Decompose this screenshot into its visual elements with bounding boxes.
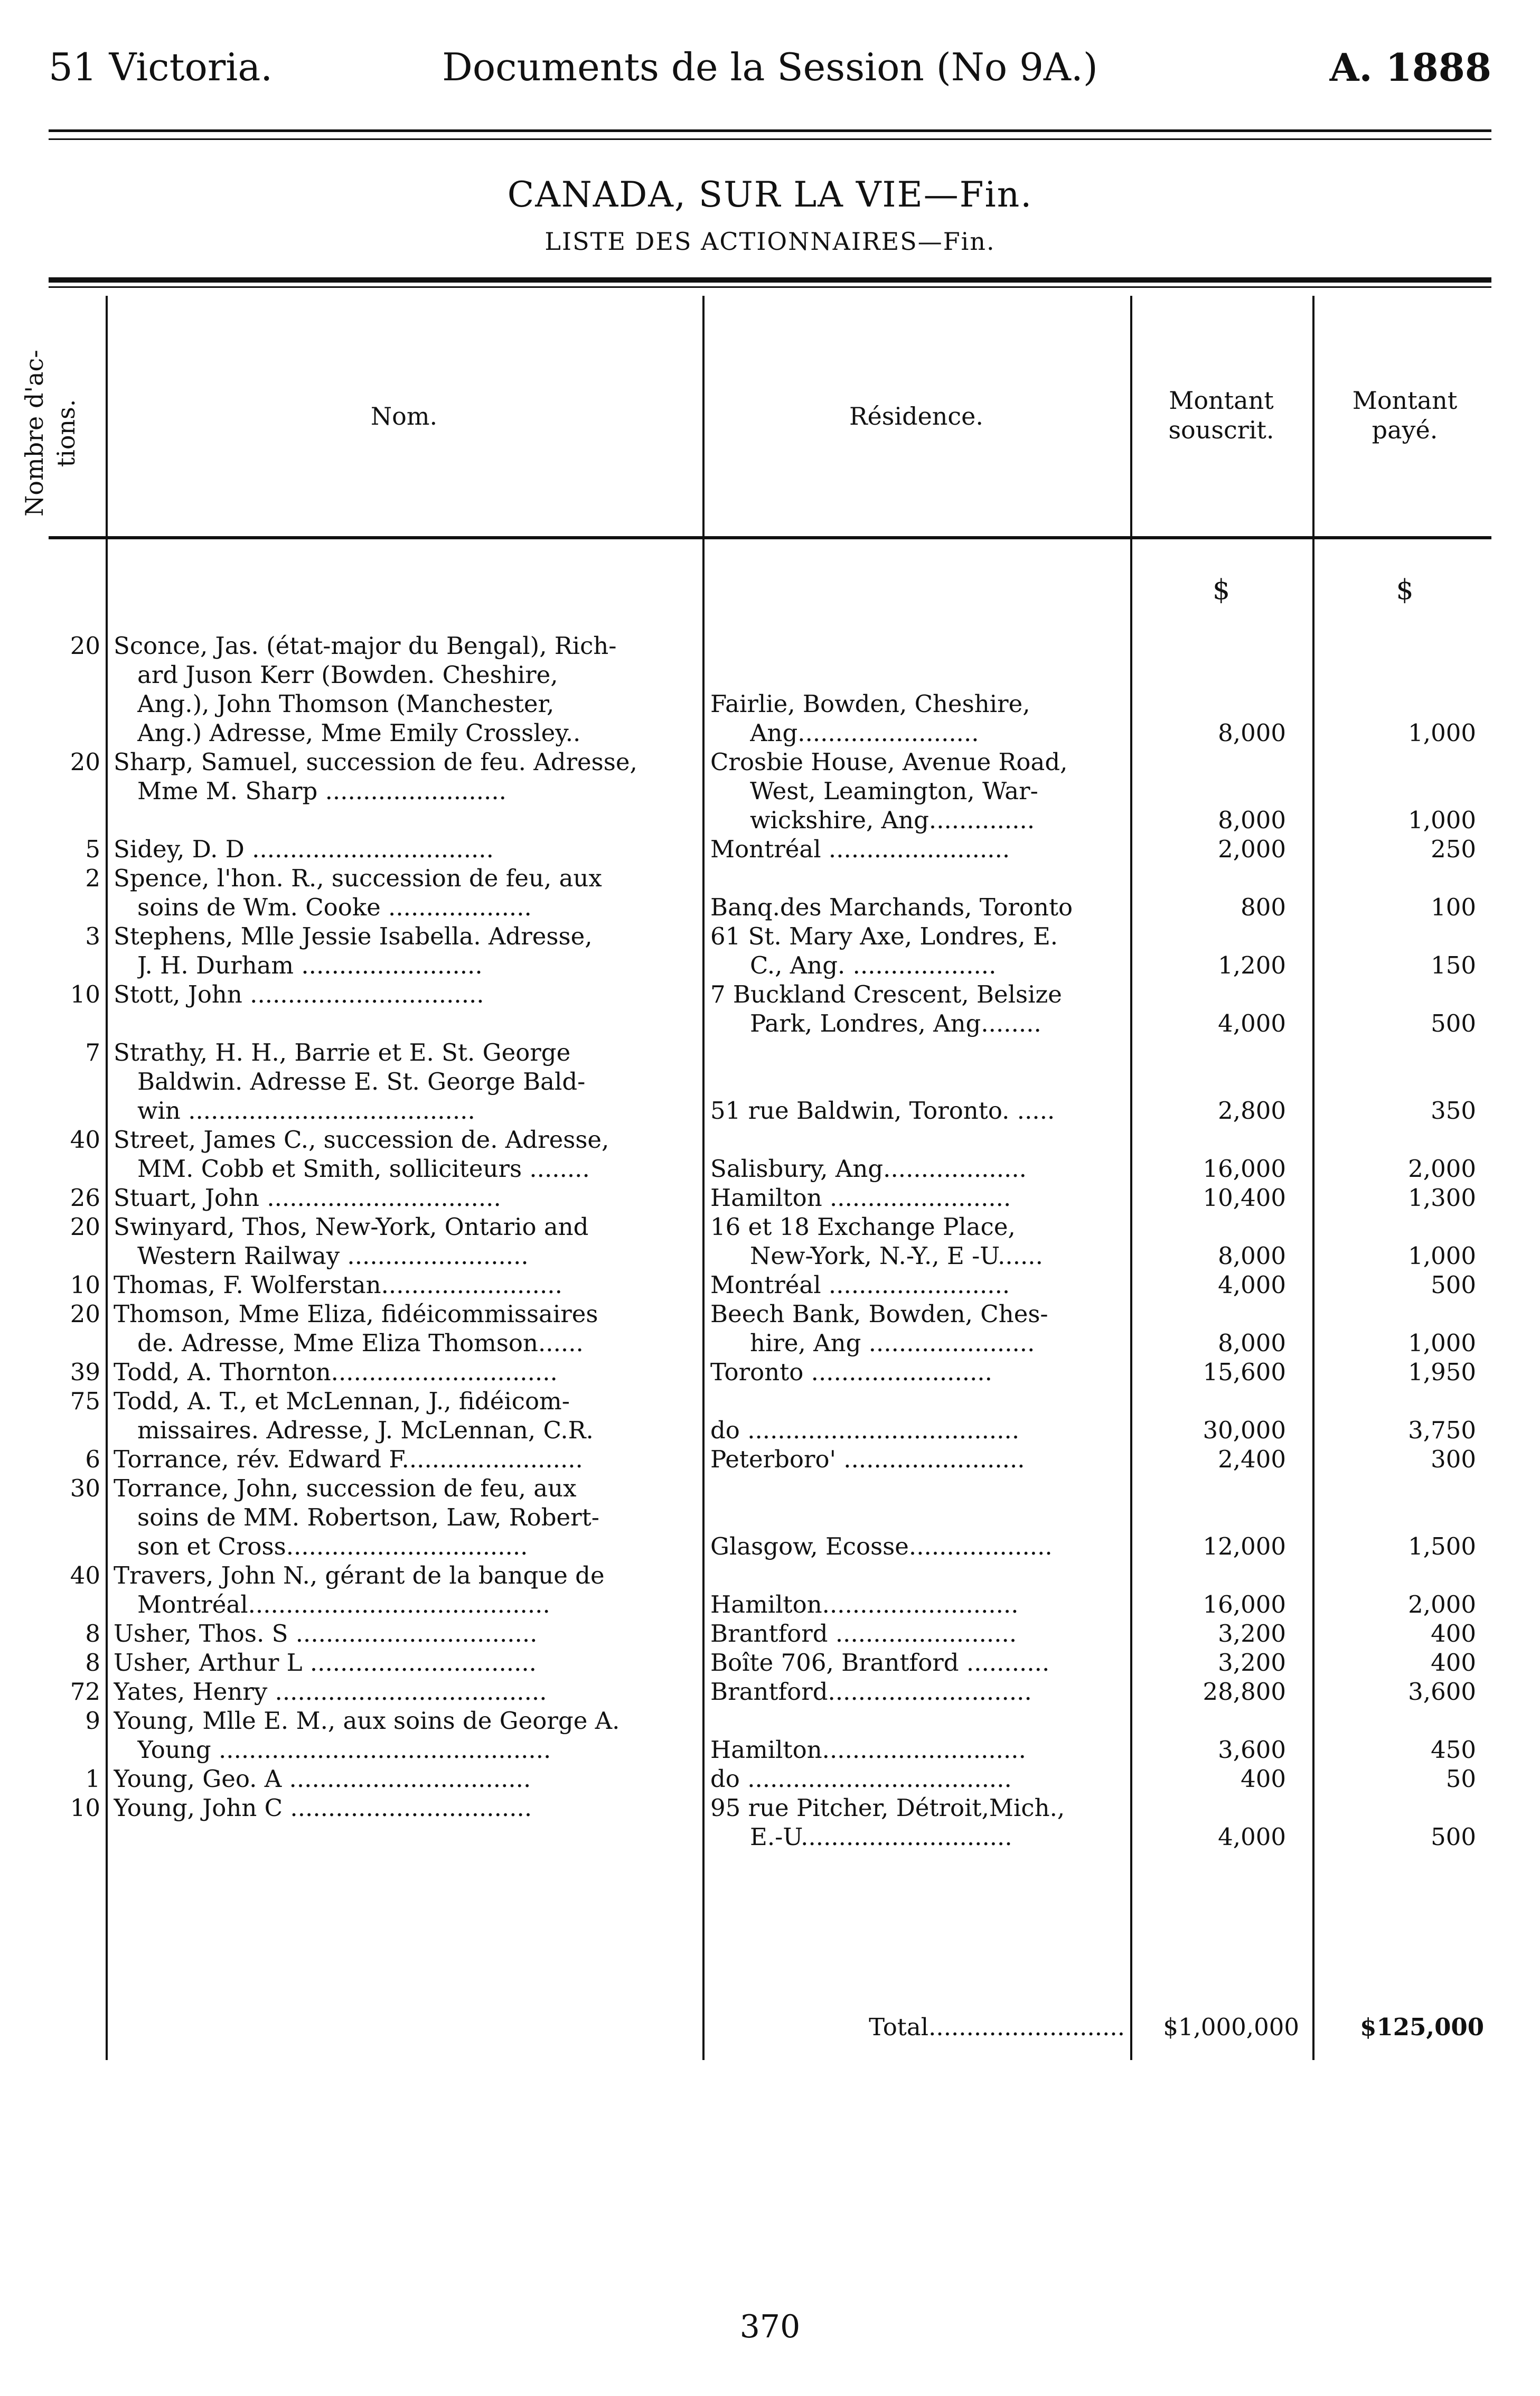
row-amount-subscribed: 16,000 [1203,1590,1286,1618]
row-amount-paid: 2,000 [1408,1155,1476,1183]
row-amount-paid: 450 [1431,1736,1476,1764]
row-share-count: 2 [85,864,100,892]
row-share-count: 75 [70,1387,100,1415]
row-amount-paid: 2,000 [1408,1590,1476,1618]
row-amount-paid: 500 [1431,1009,1476,1037]
row-residence-line: Boîte 706, Brantford ........... [710,1649,1050,1677]
row-share-count: 72 [70,1678,100,1706]
row-name-line: Usher, Thos. S ................................ [114,1620,538,1648]
row-residence-line: Crosbie House, Avenue Road, [710,748,1068,776]
row-residence-line: Montréal ........................ [710,1271,1010,1299]
row-amount-paid: 100 [1431,893,1476,921]
row-amount-paid: 1,000 [1408,719,1476,747]
row-amount-paid: 300 [1431,1445,1476,1473]
header-rule-2 [49,138,1491,140]
row-amount-subscribed: 30,000 [1203,1416,1286,1444]
row-name-line: Torrance, John, succession de feu, aux [114,1474,577,1502]
row-residence-line: do ................................... [710,1765,1012,1793]
column-header-residence: Résidence. [849,402,984,430]
row-share-count: 20 [70,1213,100,1241]
row-amount-subscribed: 4,000 [1218,1271,1286,1299]
row-name-line: soins de MM. Robertson, Law, Robert- [137,1503,599,1531]
currency-paid: $ [1396,574,1414,606]
row-name-line: Thomas, F. Wolferstan........................ [114,1271,562,1299]
row-amount-paid: 1,000 [1408,1329,1476,1357]
row-amount-paid: 500 [1431,1271,1476,1299]
row-name-line: Swinyard, Thos, New-York, Ontario and [114,1213,589,1241]
row-share-count: 5 [85,835,100,863]
row-name-line: Strathy, H. H., Barrie et E. St. George [114,1038,571,1066]
row-name-line: Sconce, Jas. (état-major du Bengal), Rich- [114,632,617,660]
row-name-line: Ang.) Adresse, Mme Emily Crossley.. [137,719,581,747]
total-label: Total.......................... [869,2013,1125,2041]
row-name-line: son et Cross................................ [137,1532,528,1560]
page-subtitle: LISTE DES ACTIONNAIRES—Fin. [544,227,996,256]
row-amount-subscribed: 8,000 [1218,719,1286,747]
row-amount-subscribed: 2,000 [1218,835,1286,863]
row-amount-subscribed: 12,000 [1203,1532,1286,1560]
total-paid: $125,000 [1360,2013,1484,2041]
row-residence-line: Peterboro' ........................ [710,1445,1025,1473]
row-amount-paid: 250 [1431,835,1476,863]
row-amount-paid: 400 [1431,1649,1476,1677]
row-name-line: Usher, Arthur L .............................. [114,1649,537,1677]
column-header-paid: Montant payé. [1352,386,1458,444]
row-amount-paid: 1,000 [1408,1242,1476,1270]
row-amount-subscribed: 1,200 [1218,951,1286,979]
row-residence-line: Banq.des Marchands, Toronto [710,893,1073,921]
column-header-rule [49,536,1491,539]
row-name-line: Stott, John ............................... [114,980,484,1008]
row-amount-subscribed: 4,000 [1218,1009,1286,1037]
col-divider-4 [1312,296,1314,2060]
row-name-line: Travers, John N., gérant de la banque de [114,1561,605,1589]
row-residence-line: New-York, N.-Y., E -U...... [750,1242,1043,1270]
row-residence-line: Brantford........................... [710,1678,1032,1706]
row-amount-subscribed: 10,400 [1203,1184,1286,1212]
row-amount-paid: 150 [1431,951,1476,979]
row-residence-line: Beech Bank, Bowden, Ches- [710,1300,1048,1328]
row-amount-subscribed: 2,800 [1218,1097,1286,1125]
row-residence-line: hire, Ang ...................... [750,1329,1035,1357]
row-name-line: Young ............................................ [137,1736,551,1764]
row-amount-paid: 1,300 [1408,1184,1476,1212]
row-amount-subscribed: 8,000 [1218,1329,1286,1357]
row-amount-subscribed: 3,200 [1218,1649,1286,1677]
row-amount-subscribed: 800 [1241,893,1286,921]
header-left: 51 Victoria. [49,45,273,89]
row-share-count: 9 [85,1707,100,1735]
row-share-count: 10 [70,1794,100,1822]
row-name-line: Street, James C., succession de. Adresse, [114,1126,609,1154]
row-residence-line: wickshire, Ang.............. [750,806,1035,834]
currency-subscribed: $ [1212,574,1231,606]
row-share-count: 8 [85,1620,100,1648]
row-amount-subscribed: 8,000 [1218,806,1286,834]
row-name-line: Mme M. Sharp ........................ [137,777,506,805]
row-amount-paid: 1,500 [1408,1532,1476,1560]
row-name-line: ard Juson Kerr (Bowden. Cheshire, [137,661,558,689]
row-name-line: de. Adresse, Mme Eliza Thomson...... [137,1329,584,1357]
column-header-name: Nom. [370,402,438,430]
row-residence-line: Brantford ........................ [710,1620,1017,1648]
row-name-line: J. H. Durham ........................ [137,951,483,979]
row-residence-line: Salisbury, Ang................... [710,1155,1027,1183]
row-amount-paid: 1,950 [1408,1358,1476,1386]
row-share-count: 20 [70,748,100,776]
row-amount-subscribed: 3,600 [1218,1736,1286,1764]
row-name-line: Yates, Henry .................................... [114,1678,547,1706]
row-amount-subscribed: 8,000 [1218,1242,1286,1270]
row-name-line: Montréal........................................ [137,1590,550,1618]
row-name-line: missaires. Adresse, J. McLennan, C.R. [137,1416,594,1444]
total-subscribed: $1,000,000 [1163,2013,1299,2041]
row-residence-line: 51 rue Baldwin, Toronto. ..... [710,1097,1055,1125]
row-name-line: MM. Cobb et Smith, solliciteurs ........ [137,1155,590,1183]
row-residence-line: E.-U............................ [750,1823,1012,1851]
row-name-line: Western Railway ........................ [137,1242,529,1270]
row-residence-line: 61 St. Mary Axe, Londres, E. [710,922,1058,950]
row-name-line: Spence, l'hon. R., succession de feu, aux [114,864,602,892]
row-name-line: Young, Geo. A ................................ [114,1765,531,1793]
row-share-count: 10 [70,1271,100,1299]
row-share-count: 40 [70,1561,100,1589]
column-header-subscribed: Montant souscrit. [1168,386,1274,444]
row-amount-subscribed: 4,000 [1218,1823,1286,1851]
row-amount-paid: 50 [1445,1765,1476,1793]
row-name-line: Thomson, Mme Eliza, fidéicommissaires [114,1300,598,1328]
row-amount-paid: 400 [1431,1620,1476,1648]
row-share-count: 26 [70,1184,100,1212]
row-name-line: Stephens, Mlle Jessie Isabella. Adresse, [114,922,593,950]
row-amount-paid: 3,750 [1408,1416,1476,1444]
row-residence-line: 7 Buckland Crescent, Belsize [710,980,1062,1008]
row-residence-line: Toronto ........................ [710,1358,992,1386]
table-top-rule-2 [49,286,1491,288]
row-name-line: Sharp, Samuel, succession de feu. Adresse, [114,748,637,776]
row-name-line: win ...................................... [137,1097,475,1125]
row-name-line: Torrance, rév. Edward F........................ [114,1445,583,1473]
row-name-line: Ang.), John Thomson (Manchester, [137,690,555,718]
row-residence-line: Glasgow, Ecosse................... [710,1532,1053,1560]
row-residence-line: C., Ang. ................... [750,951,997,979]
row-residence-line: Park, Londres, Ang........ [750,1009,1041,1037]
row-share-count: 30 [70,1474,100,1502]
row-residence-line: Ang........................ [750,719,979,747]
row-name-line: Baldwin. Adresse E. St. George Bald- [137,1068,586,1096]
row-amount-subscribed: 400 [1241,1765,1286,1793]
column-header-count: Nombre d'ac- tions. [20,350,80,517]
row-share-count: 39 [70,1358,100,1386]
row-share-count: 10 [70,980,100,1008]
row-name-line: Todd, A. T., et McLennan, J., fidéicom- [114,1387,570,1415]
row-share-count: 6 [85,1445,100,1473]
row-amount-subscribed: 2,400 [1218,1445,1286,1473]
row-share-count: 40 [70,1126,100,1154]
row-residence-line: Montréal ........................ [710,835,1010,863]
row-name-line: Young, John C ................................ [114,1794,532,1822]
page-number: 370 [739,2308,801,2345]
row-residence-line: Hamilton........................... [710,1736,1026,1764]
row-residence-line: Hamilton ........................ [710,1184,1011,1212]
col-divider-2 [702,296,705,2060]
row-share-count: 3 [85,922,100,950]
row-residence-line: 16 et 18 Exchange Place, [710,1213,1016,1241]
row-share-count: 1 [85,1765,100,1793]
row-name-line: Todd, A. Thornton.............................. [114,1358,558,1386]
row-name-line: Young, Mlle E. M., aux soins de George A. [114,1707,620,1735]
row-amount-subscribed: 28,800 [1203,1678,1286,1706]
row-name-line: soins de Wm. Cooke ................... [137,893,532,921]
row-share-count: 8 [85,1649,100,1677]
row-amount-subscribed: 3,200 [1218,1620,1286,1648]
row-share-count: 20 [70,632,100,660]
row-share-count: 7 [85,1038,100,1066]
row-name-line: Sidey, D. D ................................ [114,835,494,863]
header-center: Documents de la Session (No 9A.) [442,45,1098,89]
table-top-rule [49,277,1491,283]
row-amount-subscribed: 16,000 [1203,1155,1286,1183]
col-divider-3 [1130,296,1132,2060]
row-amount-paid: 3,600 [1408,1678,1476,1706]
row-amount-paid: 500 [1431,1823,1476,1851]
row-residence-line: 95 rue Pitcher, Détroit,Mich., [710,1794,1065,1822]
col-divider-1 [106,296,108,2060]
row-amount-paid: 350 [1431,1097,1476,1125]
row-amount-subscribed: 15,600 [1203,1358,1286,1386]
row-residence-line: Hamilton.......................... [710,1590,1019,1618]
page-title: CANADA, SUR LA VIE—Fin. [507,174,1033,215]
row-share-count: 20 [70,1300,100,1328]
row-residence-line: do .................................... [710,1416,1020,1444]
header-right: A. 1888 [1329,45,1491,90]
header-rule [49,129,1491,132]
row-residence-line: West, Leamington, War- [750,777,1038,805]
row-residence-line: Fairlie, Bowden, Cheshire, [710,690,1030,718]
row-name-line: Stuart, John ............................... [114,1184,501,1212]
row-amount-paid: 1,000 [1408,806,1476,834]
